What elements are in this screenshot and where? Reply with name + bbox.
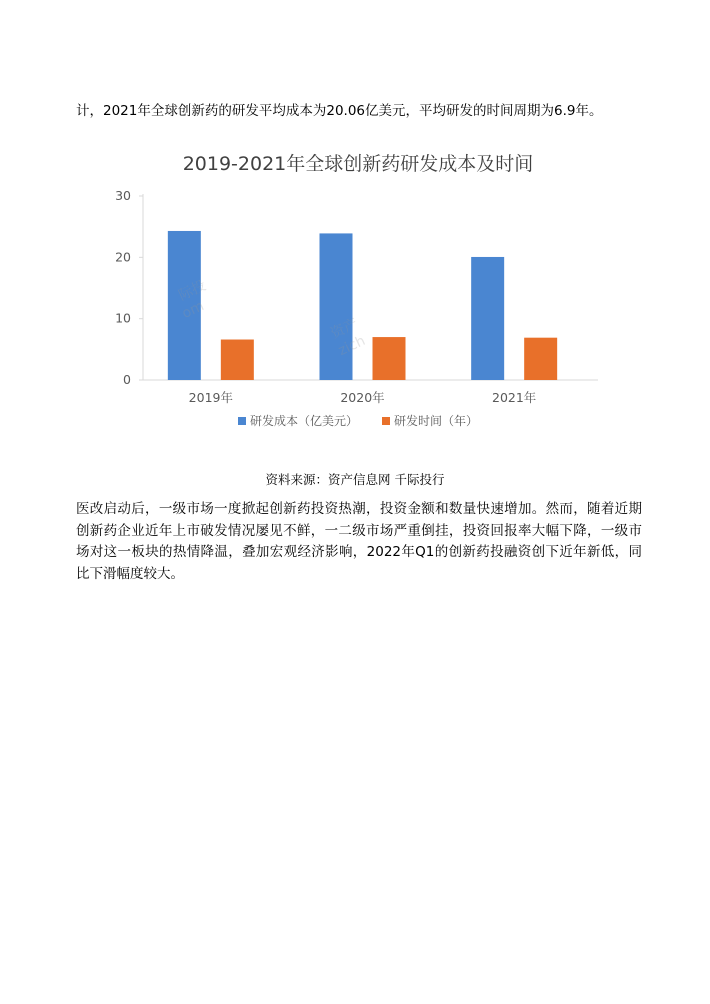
y-tick-label: 30 xyxy=(115,188,131,203)
watermark-cn-2: 际投 xyxy=(176,277,209,305)
source-caption: 资料来源：资产信息网 千际投行 xyxy=(265,472,445,487)
legend-label-0: 研发成本（亿美元） xyxy=(250,414,359,428)
chart-legend xyxy=(238,413,478,428)
x-tick-label: 2020年 xyxy=(340,390,385,405)
chart-title: 2019-2021年全球创新药研发成本及时间 xyxy=(182,153,534,175)
intro-paragraph: 计，2021年全球创新药的研发平均成本为20.06亿美元，平均研发的时间周期为6.9年。 xyxy=(76,103,603,119)
body-paragraph: 医改启动后，一级市场一度掀起创新药投资热潮，投资金额和数量快速增加。然而，随着近期创新药企业近年上市破发情况屡见不鲜，一二级市场严重倒挂，投资回报率大幅下降，一级市场对这一板块的热情降温，叠加宏观经济影响，2022年Q1的创新药投融资创下近年新低，同比下滑幅度较大。 xyxy=(76,501,642,582)
watermark-en-2: om xyxy=(179,298,207,322)
y-tick-label: 20 xyxy=(115,249,131,265)
watermark-cn: 资产 xyxy=(328,315,361,343)
bar-cost-2 xyxy=(471,257,504,380)
y-tick-label: 10 xyxy=(115,310,131,326)
x-tick-label: 2021年 xyxy=(492,390,537,405)
bar-cost-0 xyxy=(168,231,201,380)
bar-cost-1 xyxy=(320,233,353,380)
bar-time-2 xyxy=(524,338,557,380)
watermark-en: zich xyxy=(335,332,368,360)
x-tick-label: 2019年 xyxy=(188,390,233,405)
legend-swatch-1 xyxy=(382,417,390,425)
legend-swatch-0 xyxy=(238,417,246,425)
bar-chart xyxy=(100,140,620,440)
legend-label-1: 研发时间（年） xyxy=(394,414,479,428)
y-tick-label: 0 xyxy=(123,372,131,387)
bar-time-0 xyxy=(221,340,254,380)
plot-area xyxy=(115,188,598,405)
bar-time-1 xyxy=(373,337,406,380)
